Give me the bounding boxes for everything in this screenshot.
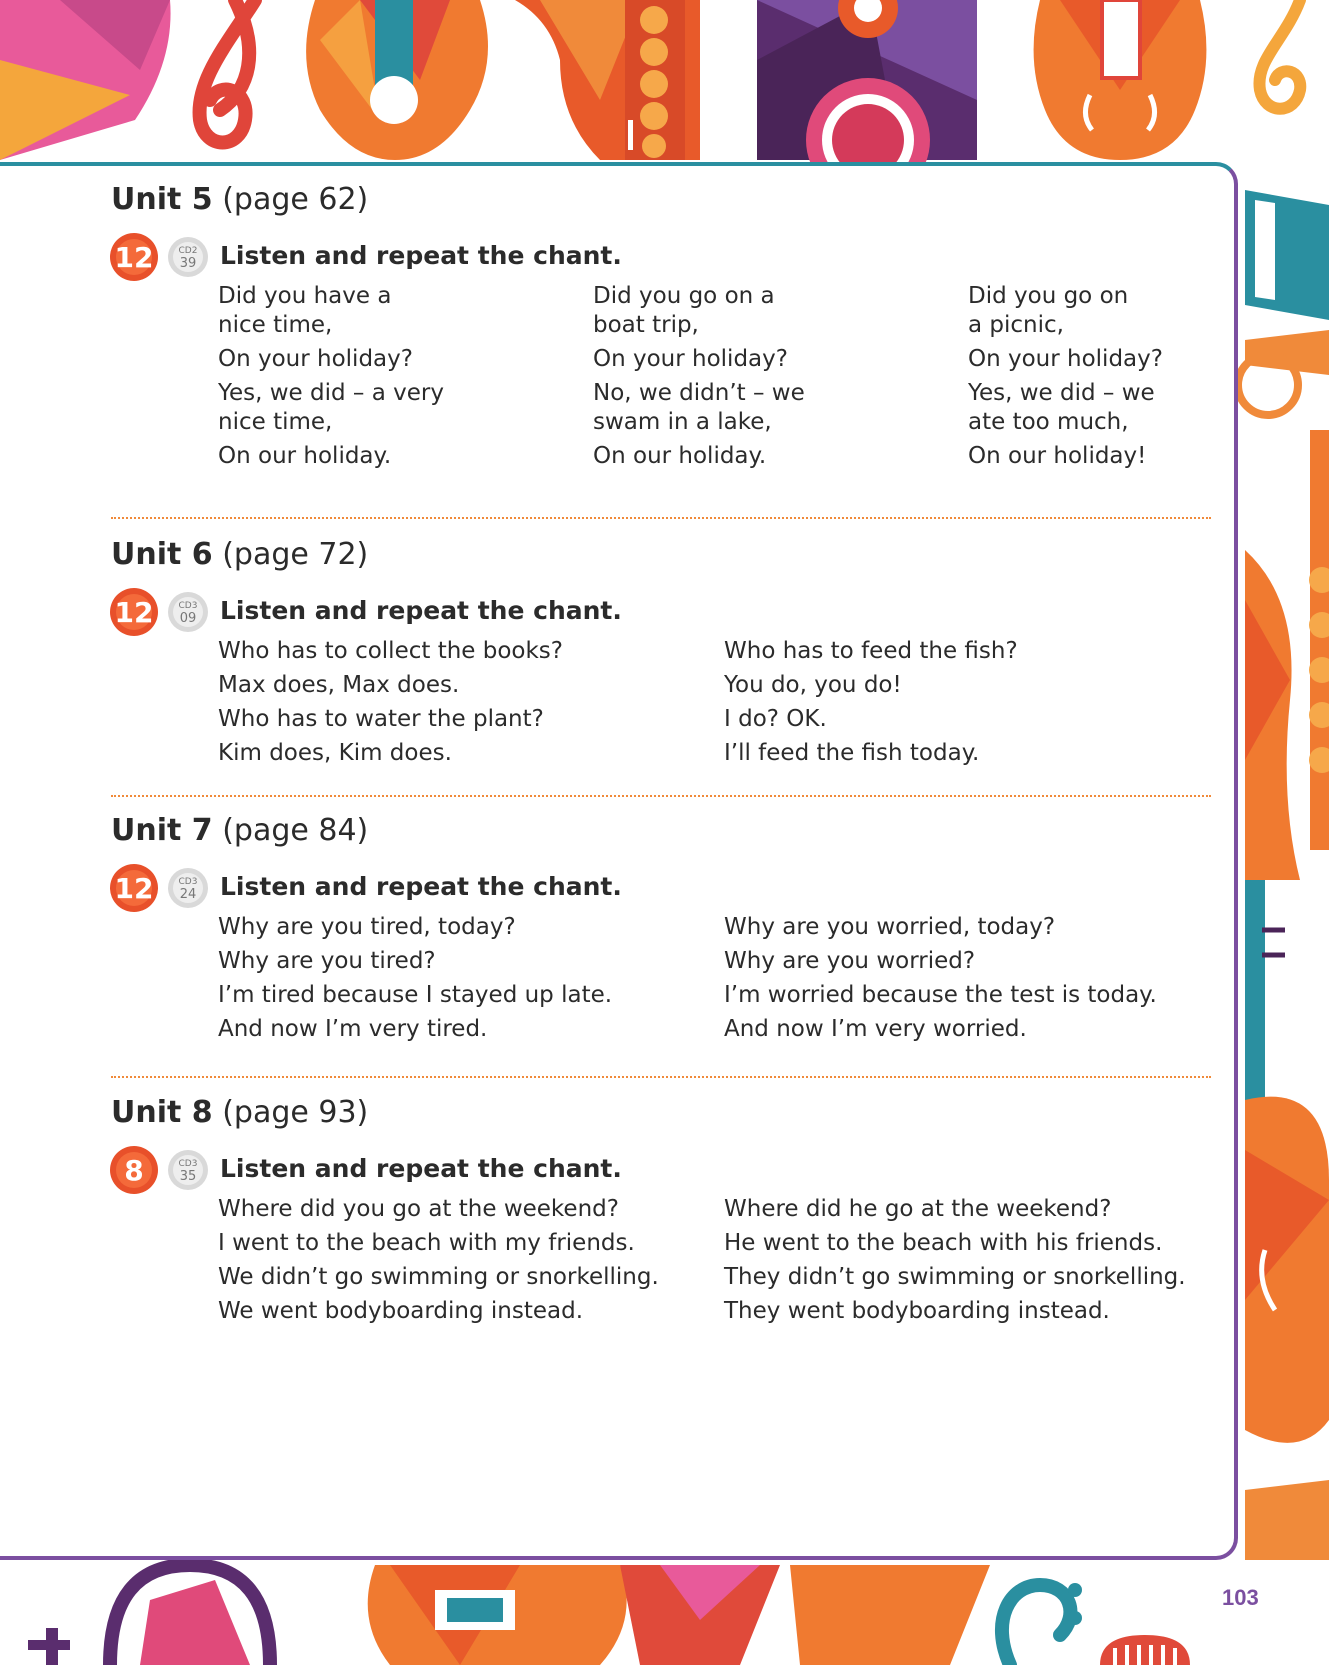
unit-page-reference: (page 84) bbox=[222, 813, 369, 848]
chant-line: Who has to feed the fish? bbox=[724, 638, 1018, 664]
chant-line: I’m worried because the test is today. bbox=[724, 982, 1157, 1008]
audio-track-badge bbox=[110, 587, 210, 637]
activity-instruction: Listen and repeat the chant. bbox=[220, 1154, 622, 1183]
violin-icon bbox=[1245, 880, 1329, 1443]
headphones-icon bbox=[110, 1565, 270, 1665]
unit-heading bbox=[111, 813, 368, 848]
chant-line: They didn’t go swimming or snorkelling. bbox=[724, 1264, 1186, 1290]
activity-instruction: Listen and repeat the chant. bbox=[220, 872, 622, 901]
cd-track-number: 09 bbox=[179, 611, 197, 626]
guitar-icon bbox=[306, 0, 488, 160]
chant-verse bbox=[724, 913, 1157, 1049]
music-stand-icon bbox=[1245, 190, 1329, 320]
chant-line: On your holiday? bbox=[593, 346, 788, 372]
harmonica-icon bbox=[1100, 1635, 1190, 1665]
chant-line: I’m tired because I stayed up late. bbox=[218, 982, 613, 1008]
chant-line: Why are you worried? bbox=[724, 948, 976, 974]
chant-line: Yes, we did – we ate too much, bbox=[968, 380, 1155, 435]
cd-label: CD2 bbox=[178, 246, 198, 256]
unit-title: Unit 5 bbox=[111, 182, 213, 217]
abstract-shape-right bbox=[1245, 550, 1300, 880]
section-divider bbox=[111, 1076, 1211, 1078]
chant-verse bbox=[218, 282, 444, 476]
audio-track-badge bbox=[110, 1145, 210, 1195]
cross-icon bbox=[28, 1628, 70, 1665]
chant-line: We didn’t go swimming or snorkelling. bbox=[218, 1264, 659, 1290]
track-number: 8 bbox=[124, 1154, 144, 1187]
cd-track-number: 24 bbox=[179, 887, 197, 902]
abstract-shape-top-left bbox=[0, 0, 171, 160]
chant-line: No, we didn’t – we swam in a lake, bbox=[593, 380, 805, 435]
chant-line: And now I’m very tired. bbox=[218, 1016, 488, 1042]
bass-clef-dot bbox=[1068, 1583, 1082, 1597]
chant-line: Yes, we did – a very nice time, bbox=[218, 380, 444, 435]
chant-verse bbox=[724, 637, 1018, 773]
cd-label: CD3 bbox=[178, 601, 198, 611]
page-number: 103 bbox=[1222, 1585, 1259, 1610]
chant-line: Who has to collect the books? bbox=[218, 638, 563, 664]
chant-verse bbox=[593, 282, 805, 476]
chant-line: Why are you tired? bbox=[218, 948, 436, 974]
chant-line: Kim does, Kim does. bbox=[218, 740, 452, 766]
chant-line: On your holiday? bbox=[218, 346, 413, 372]
track-number: 12 bbox=[114, 596, 154, 629]
track-number: 12 bbox=[114, 872, 154, 905]
saxophone-icon bbox=[1309, 430, 1329, 850]
chant-verse bbox=[724, 1195, 1186, 1331]
violin-icon bbox=[1034, 0, 1207, 160]
chant-line: You do, you do! bbox=[724, 672, 902, 698]
unit-title: Unit 6 bbox=[111, 537, 213, 572]
unit-title: Unit 8 bbox=[111, 1095, 213, 1130]
chant-line: Did you have a nice time, bbox=[218, 283, 392, 338]
chant-line: I do? OK. bbox=[724, 706, 827, 732]
bass-clef-icon bbox=[1002, 1585, 1070, 1665]
cd-track-number: 39 bbox=[179, 256, 197, 271]
saxophone-icon bbox=[515, 0, 700, 160]
chant-line: On our holiday. bbox=[218, 443, 392, 469]
unit-page-reference: (page 72) bbox=[222, 537, 369, 572]
chant-verse bbox=[218, 913, 612, 1049]
cd-label: CD3 bbox=[178, 1159, 198, 1169]
chant-line: Max does, Max does. bbox=[218, 672, 460, 698]
activity-instruction: Listen and repeat the chant. bbox=[220, 596, 622, 625]
chant-line: On our holiday! bbox=[968, 443, 1147, 469]
abstract-shape-bottom-center bbox=[620, 1565, 990, 1665]
chant-line: Why are you tired, today? bbox=[218, 914, 516, 940]
chant-line: Why are you worried, today? bbox=[724, 914, 1056, 940]
section-divider bbox=[111, 517, 1211, 519]
abstract-shape-bottom-right bbox=[1245, 1480, 1329, 1560]
chant-line: I’ll feed the fish today. bbox=[724, 740, 980, 766]
cd-label: CD3 bbox=[178, 877, 198, 887]
cd-track-number: 35 bbox=[179, 1169, 197, 1184]
section-divider bbox=[111, 795, 1211, 797]
chant-line: On your holiday? bbox=[968, 346, 1163, 372]
chant-line: Did you go on a picnic, bbox=[968, 283, 1129, 338]
audio-track-badge bbox=[110, 863, 210, 913]
chant-line: We went bodyboarding instead. bbox=[218, 1298, 584, 1324]
chant-line: On our holiday. bbox=[593, 443, 767, 469]
treble-clef-icon bbox=[200, 0, 255, 143]
unit-heading bbox=[111, 537, 368, 572]
unit-title: Unit 7 bbox=[111, 813, 213, 848]
treble-clef-icon bbox=[1259, 0, 1300, 109]
chant-line: They went bodyboarding instead. bbox=[724, 1298, 1110, 1324]
chant-line: Where did he go at the weekend? bbox=[724, 1196, 1112, 1222]
unit-heading bbox=[111, 182, 368, 217]
chant-line: Did you go on a boat trip, bbox=[593, 283, 775, 338]
audio-track-badge bbox=[110, 232, 210, 282]
chant-line: Who has to water the plant? bbox=[218, 706, 544, 732]
chant-line: I went to the beach with my friends. bbox=[218, 1230, 635, 1256]
guitar-icon bbox=[368, 1565, 627, 1665]
chant-line: He went to the beach with his friends. bbox=[724, 1230, 1163, 1256]
chant-verse bbox=[968, 282, 1163, 476]
chant-verse bbox=[218, 637, 563, 773]
chant-line: Where did you go at the weekend? bbox=[218, 1196, 619, 1222]
chant-line: And now I’m very worried. bbox=[724, 1016, 1027, 1042]
chant-verse bbox=[218, 1195, 659, 1331]
trumpet-icon bbox=[1238, 330, 1329, 415]
track-number: 12 bbox=[114, 241, 154, 274]
bass-clef-dot bbox=[1068, 1611, 1082, 1625]
unit-heading bbox=[111, 1095, 368, 1130]
activity-instruction: Listen and repeat the chant. bbox=[220, 241, 622, 270]
unit-page-reference: (page 62) bbox=[222, 182, 369, 217]
unit-page-reference: (page 93) bbox=[222, 1095, 369, 1130]
